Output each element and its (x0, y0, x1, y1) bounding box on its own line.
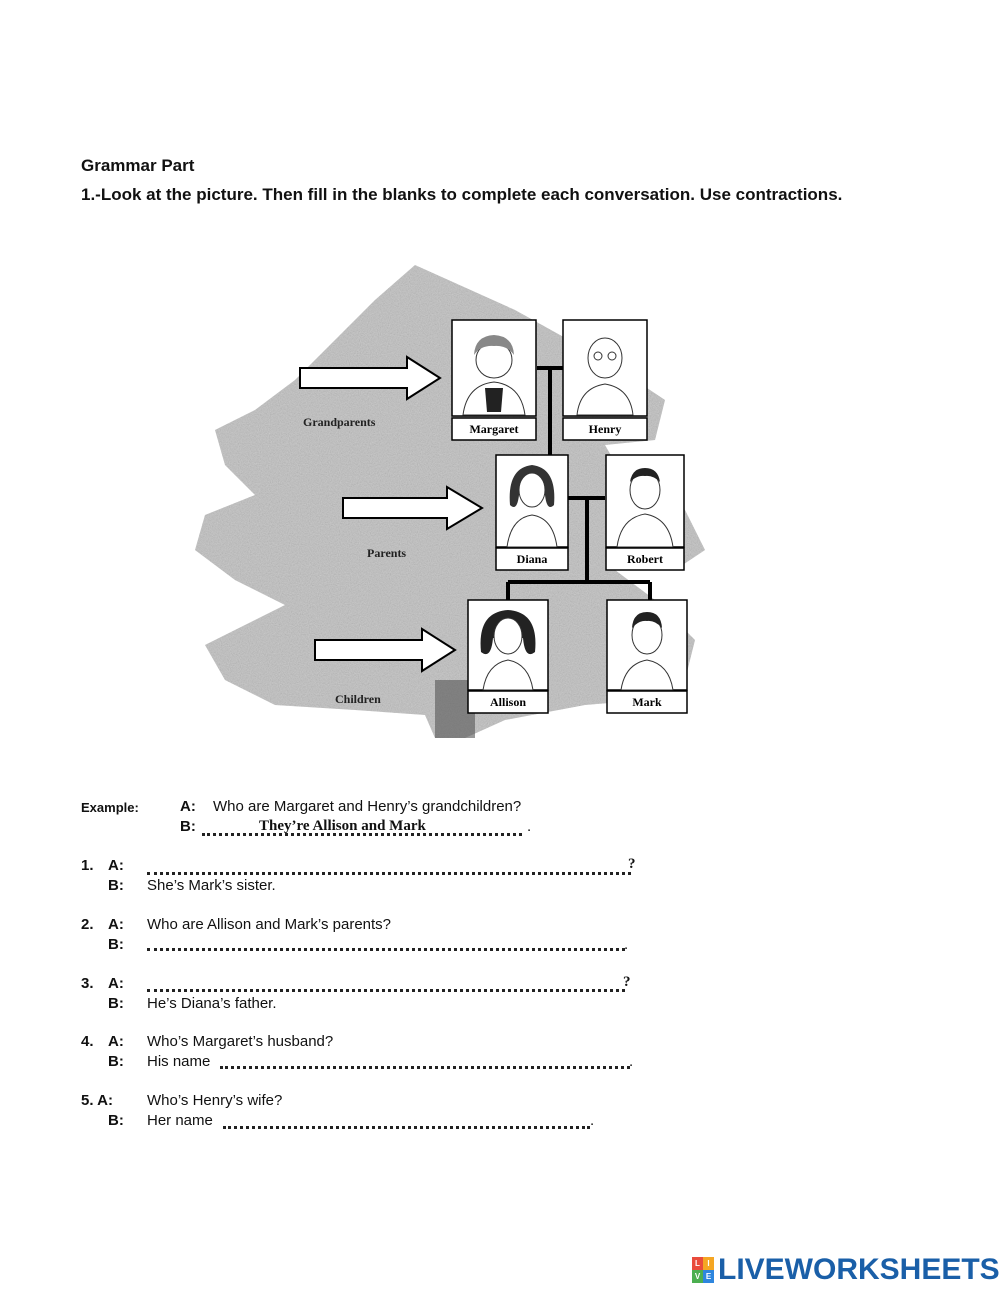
liveworksheets-logo[interactable] (692, 1254, 1000, 1286)
item-4-b-text: His name (147, 1053, 211, 1070)
item-4-a-text: Who’s Margaret’s husband? (147, 1033, 334, 1050)
person-henry (563, 320, 647, 440)
item-4-b-label: B: (108, 1053, 124, 1070)
example-b-end: . (527, 818, 532, 835)
logo-mark-letter: E (703, 1270, 714, 1283)
item-1-a-end: ? (628, 856, 636, 872)
item-2-b-input[interactable] (147, 948, 625, 951)
example-a-label: A: (180, 798, 196, 815)
item-1-b-label: B: (108, 877, 124, 894)
label-parents: Parents (367, 546, 407, 560)
item-3-b-label: B: (108, 995, 124, 1012)
item-1-a-label: A: (108, 857, 124, 874)
item-1-a-input[interactable] (147, 872, 631, 875)
name-allison: Allison (489, 695, 527, 709)
item-1-number: 1. (81, 857, 94, 874)
item-5-a-text: Who’s Henry’s wife? (147, 1092, 283, 1109)
name-henry: Henry (588, 422, 622, 436)
liveworksheets-logo-text: LIVEWORKSHEETS (718, 1253, 1000, 1286)
item-4-b-end: . (629, 1053, 634, 1070)
item-5-b-end: . (590, 1112, 595, 1129)
item-3-b-text: He’s Diana’s father. (147, 995, 277, 1012)
logo-mark-letter: I (703, 1257, 714, 1270)
name-diana: Diana (516, 552, 548, 566)
person-robert (606, 455, 684, 570)
item-2-a-label: A: (108, 916, 124, 933)
item-2-b-label: B: (108, 936, 124, 953)
person-margaret (452, 320, 536, 440)
item-2-a-text: Who are Allison and Mark’s parents? (147, 916, 392, 933)
logo-mark-letter: L (692, 1257, 703, 1270)
section-title: Grammar Part (81, 156, 195, 175)
liveworksheets-logo-icon (692, 1257, 714, 1283)
item-5-b-text: Her name (147, 1112, 213, 1129)
family-tree-illustration (185, 250, 715, 738)
item-5-b-label: B: (108, 1112, 124, 1129)
family-tree-svg (185, 250, 715, 738)
example-label: Example: (81, 800, 139, 815)
name-mark: Mark (632, 695, 662, 709)
item-5-b-input[interactable] (223, 1126, 590, 1129)
label-children: Children (335, 692, 381, 706)
person-diana (496, 455, 568, 570)
example-a-text: Who are Margaret and Henry’s grandchildren? (213, 798, 522, 815)
item-3-a-end: ? (623, 974, 631, 990)
item-1-b-text: She’s Mark’s sister. (147, 877, 276, 894)
item-3-a-input[interactable] (147, 989, 625, 992)
item-2-b-end: . (624, 936, 629, 953)
item-3-number: 3. (81, 975, 94, 992)
person-mark (607, 600, 687, 713)
example-b-label: B: (180, 818, 196, 835)
label-grandparents: Grandparents (303, 415, 376, 429)
instructions: 1.-Look at the picture. Then fill in the blanks to complete each conversation. Use contractions. (81, 185, 843, 204)
logo-mark-letter: V (692, 1270, 703, 1283)
item-4-a-label: A: (108, 1033, 124, 1050)
name-robert: Robert (627, 552, 663, 566)
item-5-number: 5. A: (81, 1092, 113, 1109)
item-4-b-input[interactable] (220, 1066, 630, 1069)
example-b-answer: They’re Allison and Mark (259, 818, 426, 834)
person-allison (468, 600, 548, 713)
item-3-a-label: A: (108, 975, 124, 992)
item-2-number: 2. (81, 916, 94, 933)
name-margaret: Margaret (469, 422, 519, 436)
item-4-number: 4. (81, 1033, 94, 1050)
